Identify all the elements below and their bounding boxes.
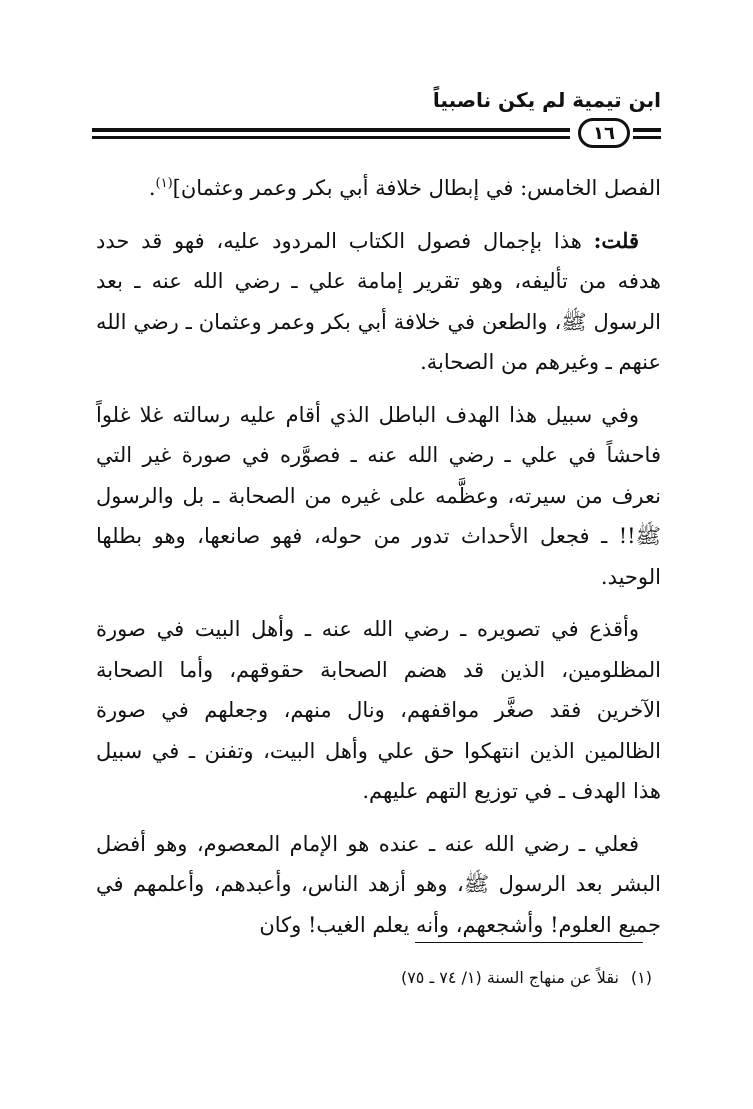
paragraph-4-text: وأقذع في تصويره ـ رضي الله عنه ـ وأهل البيت في صورة المظلومين، الذين قد هضم الصحابة حقوقهم، وأما الصحابة الآخرين فقد صغَّر مواقفهم، ونال منهم، وجعلهم في صورة الظالمين الذين انتهكوا حق علي وأهل البيت، وتفنن ـ في سبيل هذا الهدف ـ في توزيع التهم عليهم. <box>96 617 661 803</box>
header-rule-bottom <box>92 136 570 139</box>
paragraph-3-text: وفي سبيل هذا الهدف الباطل الذي أقام عليه رسالته غلا غلواً فاحشاً في علي ـ رضي الله عنه ـ فصوَّره في صورة غير التي نعرف من سيرته، وعظَّمه على غيره من الصحابة ـ بل والرسول ﷺ!! ـ فجعل الأحداث تدور من حوله، فهو صانعها، وهو بطلها الوحيد. <box>96 402 661 589</box>
header-rule-short-top <box>633 128 661 132</box>
footnote-separator <box>415 942 643 943</box>
footnote-text: نقلاً عن منهاج السنة (١/ ٧٤ ـ ٧٥) <box>400 968 619 987</box>
paragraph-2-text: هذا بإجمال فصول الكتاب المردود عليه، فهو قد حدد هدفه من تأليفه، وهو تقرير إمامة علي ـ رضي الله عنه ـ بعد الرسول ﷺ، والطعن في خلافة أبي بكر وعمر وعثمان ـ رضي الله عنهم ـ وغيرهم من الصحابة. <box>96 228 661 374</box>
paragraph-1 <box>96 168 661 209</box>
paragraph-1-end: . <box>148 176 156 200</box>
paragraph-4 <box>96 609 661 812</box>
body-text <box>96 168 661 957</box>
footnote <box>401 968 652 987</box>
running-title: ابن تيمية لم يكن ناصبياً <box>432 88 661 112</box>
header-rule-short-bottom <box>633 136 661 139</box>
chapter-title-text: الفصل الخامس: في إبطال خلافة أبي بكر وعمر وعثمان] <box>172 176 661 200</box>
paragraph-5 <box>96 824 661 946</box>
paragraph-3 <box>96 395 661 598</box>
footnote-number: (١) <box>630 968 652 987</box>
paragraph-5-text: فعلي ـ رضي الله عنه ـ عنده هو الإمام المعصوم، وهو أفضل البشر بعد الرسول ﷺ، وهو أزهد الناس، وأعبدهم، وأعلمهم في جميع العلوم! وأشجعهم، وأنه يعلم الغيب! وكان <box>96 831 661 937</box>
page-number: ١٦ <box>578 118 630 148</box>
paragraph-2 <box>96 221 661 383</box>
footnote-reference: (١) <box>155 176 173 191</box>
paragraph-lead-word: قلت: <box>593 227 639 253</box>
header-rule-top <box>92 128 570 132</box>
